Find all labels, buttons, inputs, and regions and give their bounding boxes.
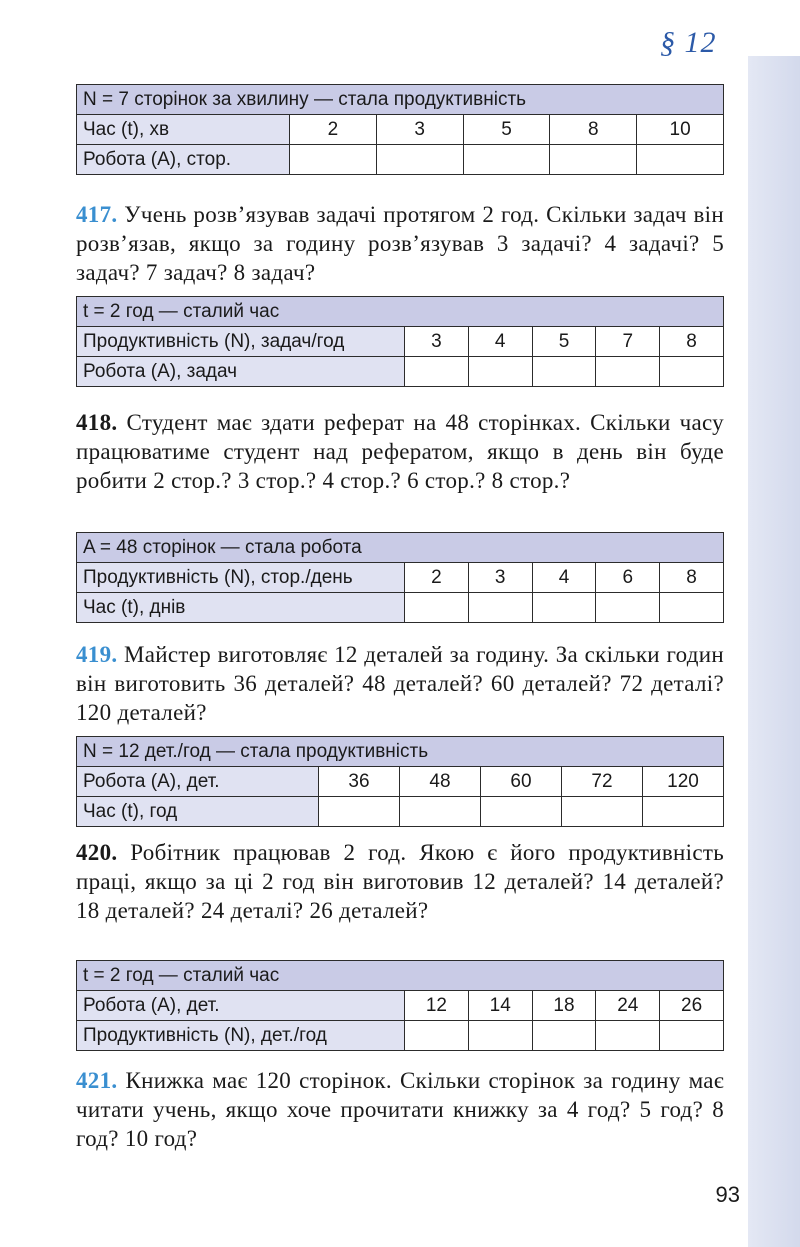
table-cell: 3 [405,327,469,357]
table-cell: 2 [290,115,377,145]
table-cell: 5 [463,115,550,145]
empty-cell [405,593,469,623]
table-cell: 3 [468,563,532,593]
table-row [77,991,724,1021]
problem-420 [76,838,724,925]
empty-cell [468,1021,532,1051]
table-cell: 60 [481,767,562,797]
row-label: Час (t), год [77,797,319,827]
problem-text: Книжка має 120 сторінок. Скільки сторінок за годину має читати учень, якщо хоче прочитати книжку за 4 год? 5 год? 8 год? 10 год? [76,1068,724,1151]
table-header-row [77,737,724,767]
table-constant-time-tasks [76,296,724,387]
table-cell: 12 [405,991,469,1021]
problem-number: 419. [76,642,118,667]
row-label: Робота (A), дет. [77,767,319,797]
table-row [77,327,724,357]
problem-number: 417. [76,202,118,227]
empty-cell [532,593,596,623]
table-productivity-pages [76,84,724,175]
empty-cell [532,1021,596,1051]
problem-number: 421. [76,1068,118,1093]
row-label: Робота (A), дет. [77,991,405,1021]
row-label: Час (t), днів [77,593,405,623]
problem-number: 418. [76,410,118,435]
empty-cell [463,145,550,175]
section-mark: § 12 [660,26,717,59]
table-cell: 3 [376,115,463,145]
table-header-row [77,961,724,991]
problem-418 [76,408,724,495]
empty-cell [405,1021,469,1051]
empty-cell [596,357,660,387]
table-cell: 10 [637,115,724,145]
empty-cell [376,145,463,175]
table-cell: 8 [660,327,724,357]
table-row [77,593,724,623]
row-label: Продуктивність (N), дет./год [77,1021,405,1051]
table-cell: 4 [468,327,532,357]
empty-cell [400,797,481,827]
empty-cell [468,593,532,623]
empty-cell [660,593,724,623]
table-header: t = 2 год — сталий час [77,297,724,327]
empty-cell [319,797,400,827]
table-constant-work-pages [76,532,724,623]
page-number: 93 [715,1182,740,1207]
table-row [77,357,724,387]
table-cell: 120 [643,767,724,797]
problem-text: Робітник працював 2 год. Якою є його продуктивність праці, якщо за ці 2 год він виготовив 12 деталей? 14 деталей? 18 деталей? 24 деталі? 26 деталей? [76,840,724,923]
table-row [77,145,724,175]
empty-cell [637,145,724,175]
table-cell: 7 [596,327,660,357]
empty-cell [660,1021,724,1051]
row-label: Час (t), хв [77,115,290,145]
empty-cell [660,357,724,387]
empty-cell [290,145,377,175]
table-cell: 2 [405,563,469,593]
table-row [77,797,724,827]
table-cell: 14 [468,991,532,1021]
side-band [748,56,800,1247]
empty-cell [596,593,660,623]
table-cell: 18 [532,991,596,1021]
problem-419 [76,640,724,727]
table-header-row [77,533,724,563]
row-label: Робота (A), задач [77,357,405,387]
empty-cell [643,797,724,827]
table-constant-time-parts [76,960,724,1051]
empty-cell [481,797,562,827]
table-cell: 8 [660,563,724,593]
table-cell: 48 [400,767,481,797]
table-header-row [77,297,724,327]
table-cell: 4 [532,563,596,593]
row-label: Продуктивність (N), стор./день [77,563,405,593]
table-row [77,1021,724,1051]
table-productivity-parts [76,736,724,827]
table-cell: 72 [562,767,643,797]
table-header: N = 12 дет./год — стала продуктивність [77,737,724,767]
problem-number: 420. [76,840,118,865]
problem-421 [76,1066,724,1153]
row-label: Продуктивність (N), задач/год [77,327,405,357]
table-header: A = 48 сторінок — стала робота [77,533,724,563]
empty-cell [532,357,596,387]
problem-417 [76,200,724,287]
empty-cell [405,357,469,387]
table-cell: 26 [660,991,724,1021]
row-label: Робота (A), стор. [77,145,290,175]
problem-text: Майстер виготовляє 12 деталей за годину. За скільки годин він виготовить 36 деталей? 48 деталей? 60 деталей? 72 деталі? 120 деталей? [76,642,724,725]
table-header: N = 7 сторінок за хвилину — стала продуктивність [77,85,724,115]
table-cell: 8 [550,115,637,145]
table-cell: 36 [319,767,400,797]
empty-cell [468,357,532,387]
empty-cell [596,1021,660,1051]
table-cell: 6 [596,563,660,593]
problem-text: Учень розв’язував задачі протягом 2 год. Скільки задач він розв’язав, якщо за годину розв’язував 3 задачі? 4 задачі? 5 задач? 7 задач? 8 задач? [76,202,724,285]
empty-cell [550,145,637,175]
table-header: t = 2 год — сталий час [77,961,724,991]
table-header-row [77,85,724,115]
table-cell: 24 [596,991,660,1021]
table-row [77,115,724,145]
table-cell: 5 [532,327,596,357]
empty-cell [562,797,643,827]
problem-text: Студент має здати реферат на 48 сторінках. Скільки часу працюватиме студент над рефератом, якщо в день він буде робити 2 стор.? 3 стор.? 4 стор.? 6 стор.? 8 стор.? [76,410,724,493]
table-row [77,563,724,593]
table-row [77,767,724,797]
